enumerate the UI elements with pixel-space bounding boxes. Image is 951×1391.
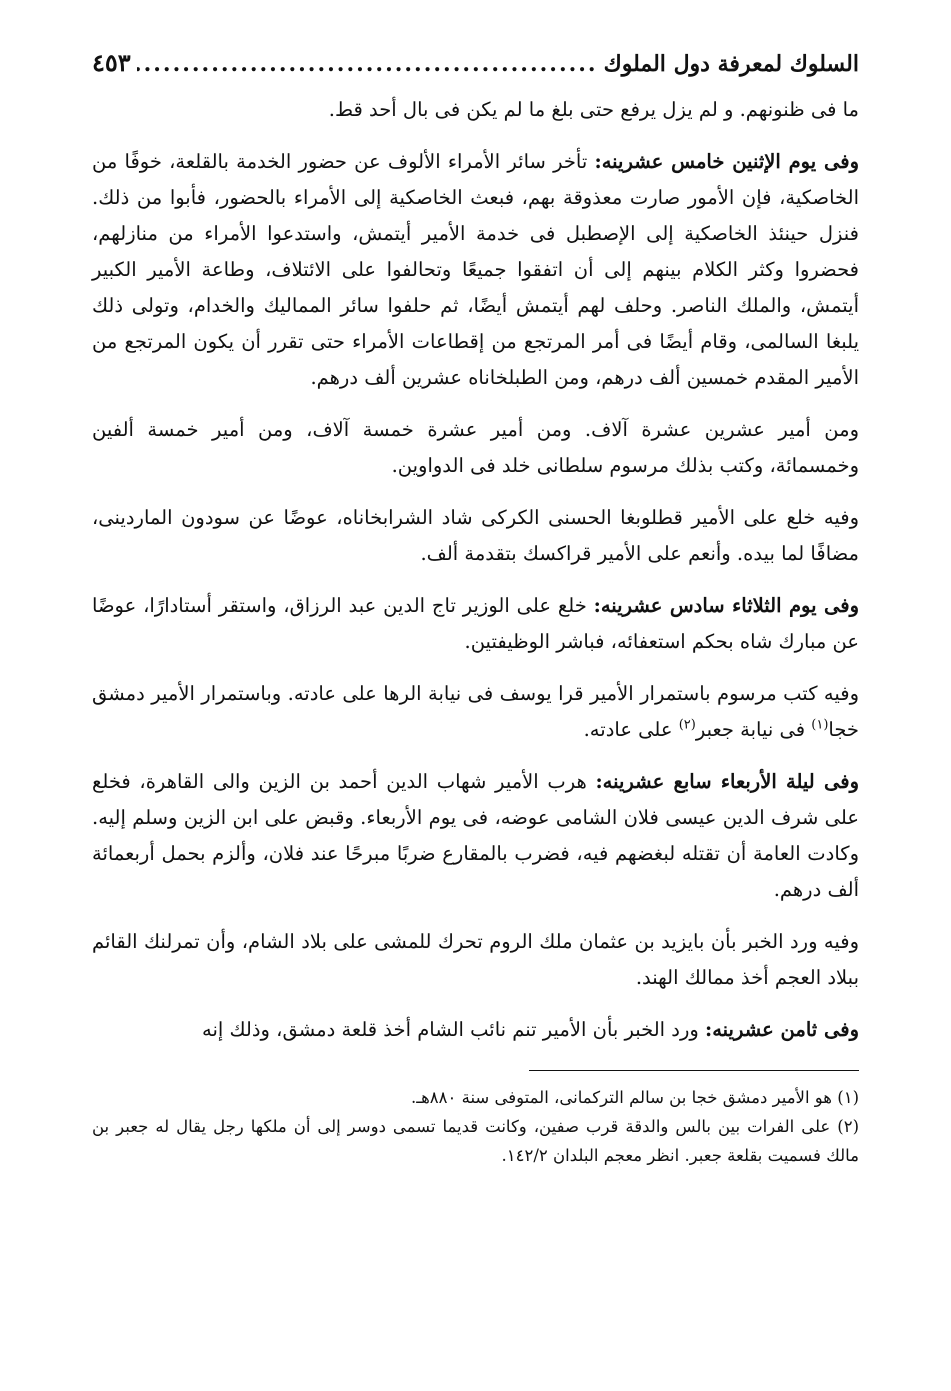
date-heading: وفى يوم الإثنين خامس عشرينه: bbox=[594, 150, 859, 173]
paragraph bbox=[92, 924, 859, 996]
paragraph bbox=[92, 588, 859, 660]
paragraph-text: ورد الخبر بأن الأمير تنم نائب الشام أخذ قلعة دمشق، وذلك إنه bbox=[202, 1018, 706, 1041]
date-heading: وفى يوم الثلاثاء سادس عشرينه: bbox=[593, 594, 859, 617]
footnote-ref-1: (١) bbox=[811, 717, 829, 733]
page-number: ٤٥٣ bbox=[92, 48, 131, 77]
paragraph bbox=[92, 676, 859, 748]
running-title: السلوك لمعرفة دول الملوك bbox=[603, 51, 859, 77]
paragraph-text: خلع على الوزير تاج الدين عبد الرزاق، واستقر أستادارًا، عوضًا عن مبارك شاه بحكم استعفائه، فباشر الوظيفتين. bbox=[92, 594, 859, 653]
paragraph bbox=[92, 764, 859, 908]
footnote: (١) هو الأمير دمشق خجا بن سالم التركمانى، المتوفى سنة ٨٨٠هـ. bbox=[410, 1088, 859, 1107]
paragraph-text: ومن أمير عشرين عشرة آلاف. ومن أمير عشرة خمسة آلاف، ومن أمير خمسة ألفين وخمسمائة، وكتب بذلك مرسوم سلطانى خلد فى الدواوين. bbox=[92, 418, 859, 477]
footnote: (٢) على الفرات بين بالس والدقة قرب صفين، وكانت قديما تسمى دوسر إلى أن ملكها رجل يقال له جعبر بن مالك فسميت بقلعة جعبر. انظر معجم البلدان ١٤٢/٢. bbox=[92, 1117, 859, 1165]
paragraph bbox=[92, 1012, 859, 1048]
paragraph-text: تأخر سائر الأمراء الألوف عن حضور الخدمة بالقلعة، خوفًا من الخاصكية، فإن الأمور صارت معذوقة بهم، فبعث الخاصكية إلى الأمراء بالحضور، فأبوا من ذلك. فنزل حينئذ الخاصكية إلى الإصطبل فى خدمة الأمير أيتمش، واستدعوا الأمراء من منازلهم، فحضروا وكثر الكلام بينهم إلى أن اتفقوا جميعًا وتحالفوا على الائتلاف، وطاعة الأمير الكبير أيتمش، والملك الناصر. وحلف لهم أيتمش أيضًا، ثم حلفوا سائر المماليك والخدام، وتولى ذلك يلبغا السالمى، وقام أيضًا فى أمر المرتجع من إقطاعات الأمراء حتى تقرر أن يكون المرتجع من الأمير المقدم خمسين ألف درهم، ومن الطبلخاناه عشرين ألف درهم. bbox=[92, 150, 859, 389]
paragraph-text: فى نيابة جعبر bbox=[695, 718, 812, 741]
paragraph bbox=[92, 500, 859, 572]
paragraph-text: على عادته. bbox=[583, 718, 679, 741]
paragraph bbox=[92, 144, 859, 396]
paragraph-text: ما فى ظنونهم. و لم يزل يرفع حتى بلغ ما لم يكن فى بال أحد قط. bbox=[328, 98, 859, 121]
paragraph-text: وفيه ورد الخبر بأن بايزيد بن عثمان ملك الروم تحرك للمشى على بلاد الشام، وأن تمرلنك القائم ببلاد العجم أخذ ممالك الهند. bbox=[92, 930, 859, 989]
main-text bbox=[92, 92, 859, 1048]
paragraph-text: وفيه كتب مرسوم باستمرار الأمير قرا يوسف فى نيابة الرها على عادته. وباستمرار الأمير دمشق خجا bbox=[92, 682, 859, 741]
date-heading: وفى ثامن عشرينه: bbox=[705, 1018, 859, 1041]
running-header bbox=[92, 48, 859, 90]
date-heading: وفى ليلة الأربعاء سابع عشرينه: bbox=[595, 770, 860, 793]
footnotes bbox=[92, 1083, 859, 1170]
footnote-ref-2: (٢) bbox=[678, 717, 696, 733]
paragraph bbox=[92, 92, 859, 128]
footnote-separator bbox=[529, 1070, 859, 1071]
leader-dots bbox=[137, 51, 598, 77]
paragraph-text: وفيه خلع على الأمير قطلوبغا الحسنى الكركى شاد الشرابخاناه، عوضًا عن سودون الماردينى، مضافًا لما بيده. وأنعم على الأمير قراكسك بتقدمة ألف. bbox=[92, 506, 859, 565]
paragraph-text: هرب الأمير شهاب الدين أحمد بن الزين والى القاهرة، فخلع على شرف الدين عيسى فلان الشامى عوضه، فى يوم الأربعاء. وقبض على ابن الزين وسلم إليه. وكادت العامة أن تقتله لبغضهم فيه، فضرب بالمقارع ضربًا مبرحًا عند فلان، وألزم بحمل أربعمائة ألف درهم. bbox=[92, 770, 859, 901]
paragraph bbox=[92, 412, 859, 484]
